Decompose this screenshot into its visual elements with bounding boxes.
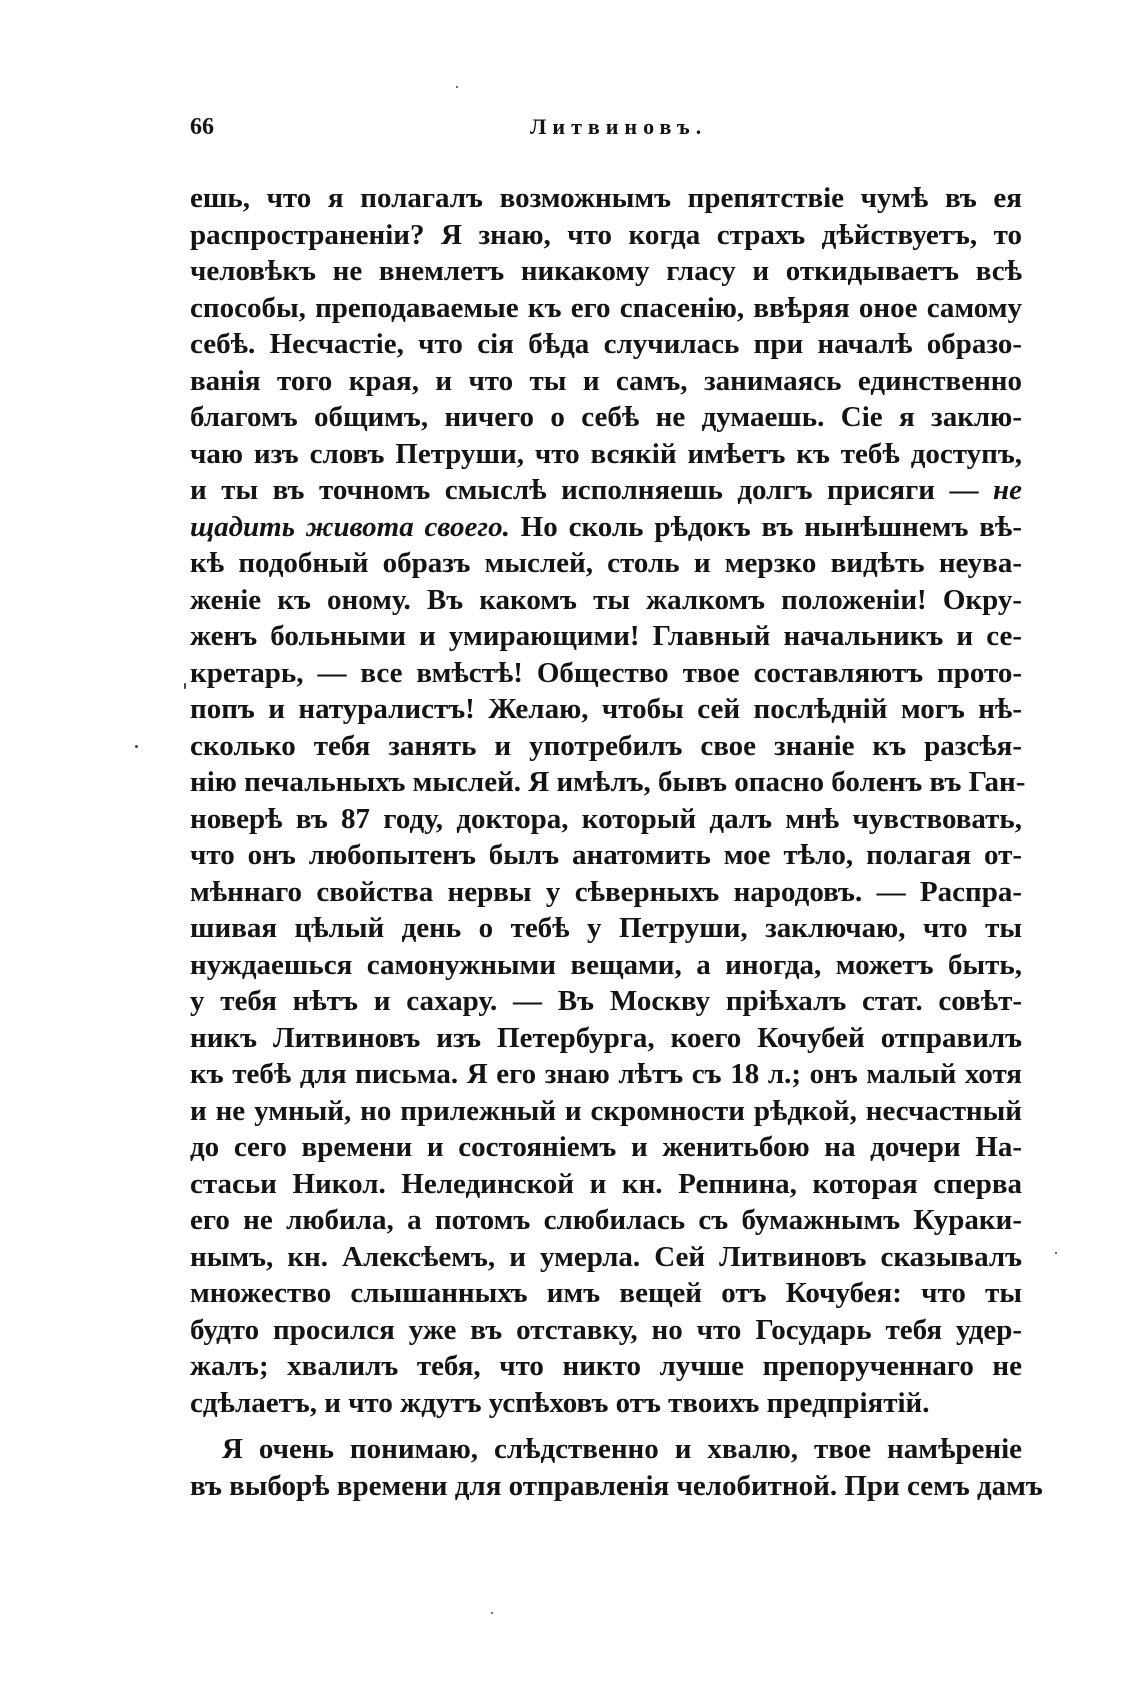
line-text: кѣ подобный образъ мыслей, столь и мерзко видѣть неува- [190,547,1022,579]
line-text: чаю изъ словъ Петруши, что всякій имѣетъ къ тебѣ доступъ, [190,437,1022,470]
text-line [190,253,1022,290]
text-line [190,217,1022,254]
scan-speck [184,683,186,689]
text-line [190,1239,1022,1276]
text-line [190,180,1022,217]
line-text: къ тебѣ для письма. Я его знаю лѣтъ съ 18 л.; онъ малый хотя [190,1058,1022,1090]
line-text: у тебя нѣтъ и сахару. — Въ Москву пріѣхалъ стат. совѣт- [190,985,1022,1017]
italic-phrase: не [993,474,1022,506]
line-text: ешь, что я полагалъ возможнымъ препятствіе чумѣ въ ея [190,182,1022,214]
text-line [190,983,1022,1020]
line-text: благомъ общимъ, ничего о себѣ не думаешь. Сіе я заклю- [190,401,1022,433]
line-text: новерѣ въ 87 году, доктора, который далъ мнѣ чувствовать, [190,802,1022,835]
line-text: нымъ, кн. Алексѣемъ, и умерла. Сей Литвиновъ сказывалъ [190,1240,1022,1273]
scan-speck [135,745,138,748]
text-line [190,1275,1022,1312]
text-line [190,837,1022,874]
text-line [190,1202,1022,1239]
text-line [190,509,1022,546]
line-text: попъ и натуралистъ! Желаю, чтобы сей послѣдній могъ нѣ- [190,693,1022,725]
scan-speck [1055,1252,1057,1254]
line-text: способы, преподаваемые къ его спасенію, ввѣряя оное самому [190,291,1022,324]
paragraph-gap [190,1421,1022,1431]
line-text: никъ Литвиновъ изъ Петербурга, коего Кочубей отправилъ [190,1021,1022,1054]
page-header [190,114,1020,150]
line-text: нуждаешься самонужными вещами, а иногда, можетъ быть, [190,948,1022,981]
line-text: мѣннаго свойства нервы у сѣверныхъ народовъ. — Распра- [190,875,1022,908]
line-text: сколько тебя занять и употребилъ свое знаніе къ разсѣя- [190,729,1022,762]
line-text: ванія того края, и что ты и самъ, занимаясь единственно [190,364,1022,397]
text-line [190,436,1022,473]
line-text: Я очень понимаю, слѣдственно и хвалю, твое намѣреніе [222,1433,1022,1465]
line-text: нію печальныхъ мыслей. Я имѣлъ, бывъ опасно боленъ въ Ган- [190,766,1026,798]
line-text: жалъ; хвалилъ тебя, что никто лучше препорученнаго не [190,1350,1022,1382]
text-line [190,801,1022,838]
text-line [190,1056,1022,1093]
line-text: что онъ любопытенъ былъ анатомить мое тѣло, полагая от- [190,839,1022,871]
line-text: до сего времени и состояніемъ и женитьбою на дочери На- [190,1131,1022,1163]
text-line [190,1093,1022,1130]
text-line [190,290,1022,327]
line-text: и не умный, но прилежный и скромности рѣдкой, несчастный [190,1094,1022,1127]
text-line [190,1020,1022,1057]
body-text [190,180,1043,1504]
line-text: человѣкъ не внемлетъ никакому гласу и откидываетъ всѣ [190,255,1022,287]
italic-phrase: щадить живота своего. [190,510,510,543]
line-text: распространеніи? Я знаю, что когда страхъ дѣйствуетъ, то [190,218,1022,251]
text-line [190,764,1026,801]
text-line [190,910,1022,947]
text-line [190,691,1022,728]
text-line [190,326,1022,363]
text-line [190,1348,1022,1385]
text-line [190,1431,1022,1468]
text-line [190,472,1022,509]
text-line [190,1312,1022,1349]
line-text: сдѣлаетъ, и что ждутъ успѣховъ отъ твоихъ предпріятій. [190,1386,930,1419]
text-line [190,655,1022,692]
text-line [190,399,1022,436]
line-text: множество слышанныхъ имъ вещей отъ Кочубея: что ты [190,1277,1022,1309]
line-text: шивая цѣлый день о тебѣ у Петруши, заключаю, что ты [190,912,1022,944]
line-text: кретарь, — все вмѣстѣ! Общество твое составляютъ прото- [190,656,1022,689]
text-line [190,728,1022,765]
text-line [190,874,1022,911]
line-text: Но сколь рѣдокъ въ нынѣшнемъ вѣ- [509,510,1022,543]
text-line [190,1166,1022,1203]
line-text: въ выборѣ времени для отправленія челобитной. При семъ дамъ [190,1469,1043,1502]
line-text: стасьи Никол. Нелединской и кн. Репнина, которая сперва [190,1167,1022,1200]
scan-speck [491,1612,493,1614]
text-line [190,582,1022,619]
line-text: женъ больными и умирающими! Главный начальникъ и се- [190,620,1022,652]
line-text: и ты въ точномъ смыслѣ исполняешь долгъ присяги — [190,474,979,506]
line-text: будто просился уже въ отставку, но что Государь тебя удер- [190,1313,1022,1346]
paragraph [190,180,1026,1421]
line-text: его не любила, а потомъ слюбилась съ бумажнымъ Кураки- [190,1204,1022,1236]
text-line [190,363,1022,400]
line-text: себѣ. Несчастіе, что сія бѣда случилась при началѣ образо- [190,328,1022,360]
line-text: женіе къ оному. Въ какомъ ты жалкомъ положеніи! Окру- [190,583,1022,616]
text-line [190,1385,1022,1422]
text-line [190,947,1022,984]
text-line [190,1468,1043,1505]
scan-speck [456,86,458,88]
paragraph [190,1431,1043,1504]
text-line [190,545,1022,582]
text-line [190,1129,1022,1166]
running-title: Литвиновъ. [530,114,708,139]
page-number: 66 [190,114,214,140]
text-line [190,618,1022,655]
